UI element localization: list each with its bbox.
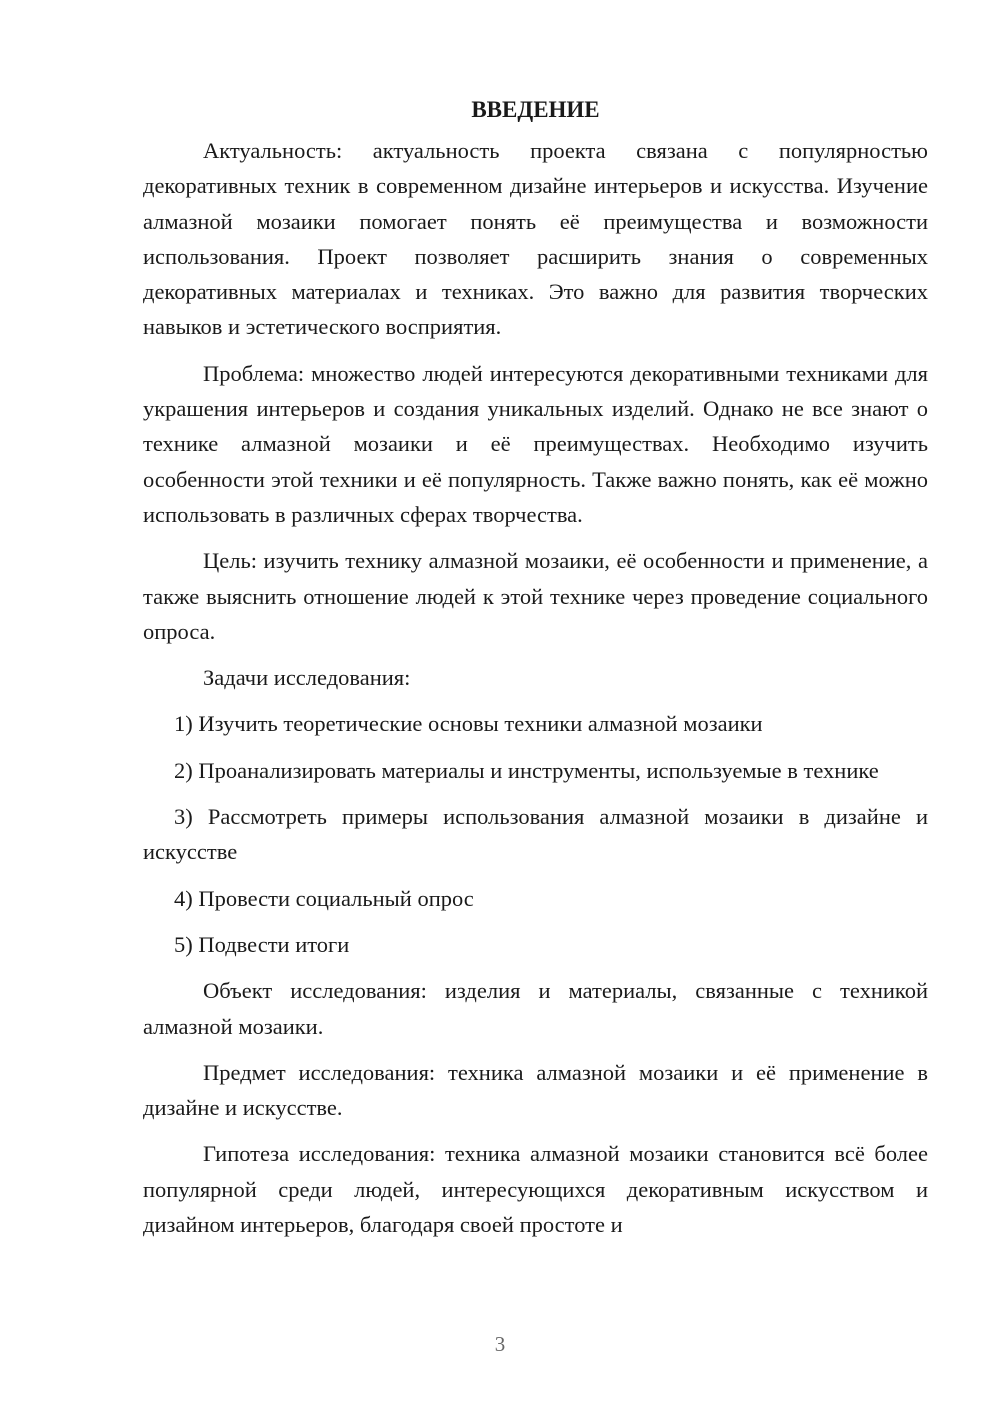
paragraph-problem: Проблема: множество людей интересуются декоративными техниками для украшения интерьеров и создания уникальных изделий. Однако не все знают о технике алмазной мозаики и её преимуществах. Необходимо изучить особенности этой техники и её популярность. Также важно понять, как её можно использовать в различных сферах творчества. (143, 360, 928, 527)
task-item-3: 3) Рассмотреть примеры использования алмазной мозаики в дизайне и искусстве (143, 804, 928, 865)
paragraph-goal: Цель: изучить технику алмазной мозаики, её особенности и применение, а также выяснить отношение людей к этой технике через проведение социального опроса. (143, 548, 928, 644)
paragraph-hypothesis: Гипотеза исследования: техника алмазной мозаики становится всё более популярной среди людей, интересующихся декоративным искусством и дизайном интерьеров, благодаря своей простоте и (143, 1141, 928, 1238)
section-heading: ВВЕДЕНИЕ (471, 97, 600, 122)
paragraph-relevance: Актуальность: актуальность проекта связана с популярностью декоративных техник в современном дизайне интерьеров и искусства. Изучение алмазной мозаики помогает понять её преимущества и возможности использования. Проект позволяет расширить знания о современных декоративных материалах и техниках. Это важно для развития творческих навыков и эстетического восприятия. (143, 138, 928, 340)
page-number: 3 (494, 1332, 506, 1356)
task-item-5: 5) Подвести итоги (174, 931, 350, 957)
paragraph-object: Объект исследования: изделия и материалы, связанные с техникой алмазной мозаики. (143, 978, 928, 1039)
task-item-4: 4) Провести социальный опрос (174, 885, 474, 911)
paragraph-subject: Предмет исследования: техника алмазной мозаики и её применение в дизайне и искусстве. (143, 1059, 928, 1121)
paragraph-tasks-intro: Задачи исследования: (203, 665, 411, 691)
document-page (143, 92, 928, 1253)
task-item-1: 1) Изучить теоретические основы техники алмазной мозаики (174, 711, 763, 737)
task-item-2: 2) Проанализировать материалы и инструменты, используемые в технике (174, 757, 879, 783)
